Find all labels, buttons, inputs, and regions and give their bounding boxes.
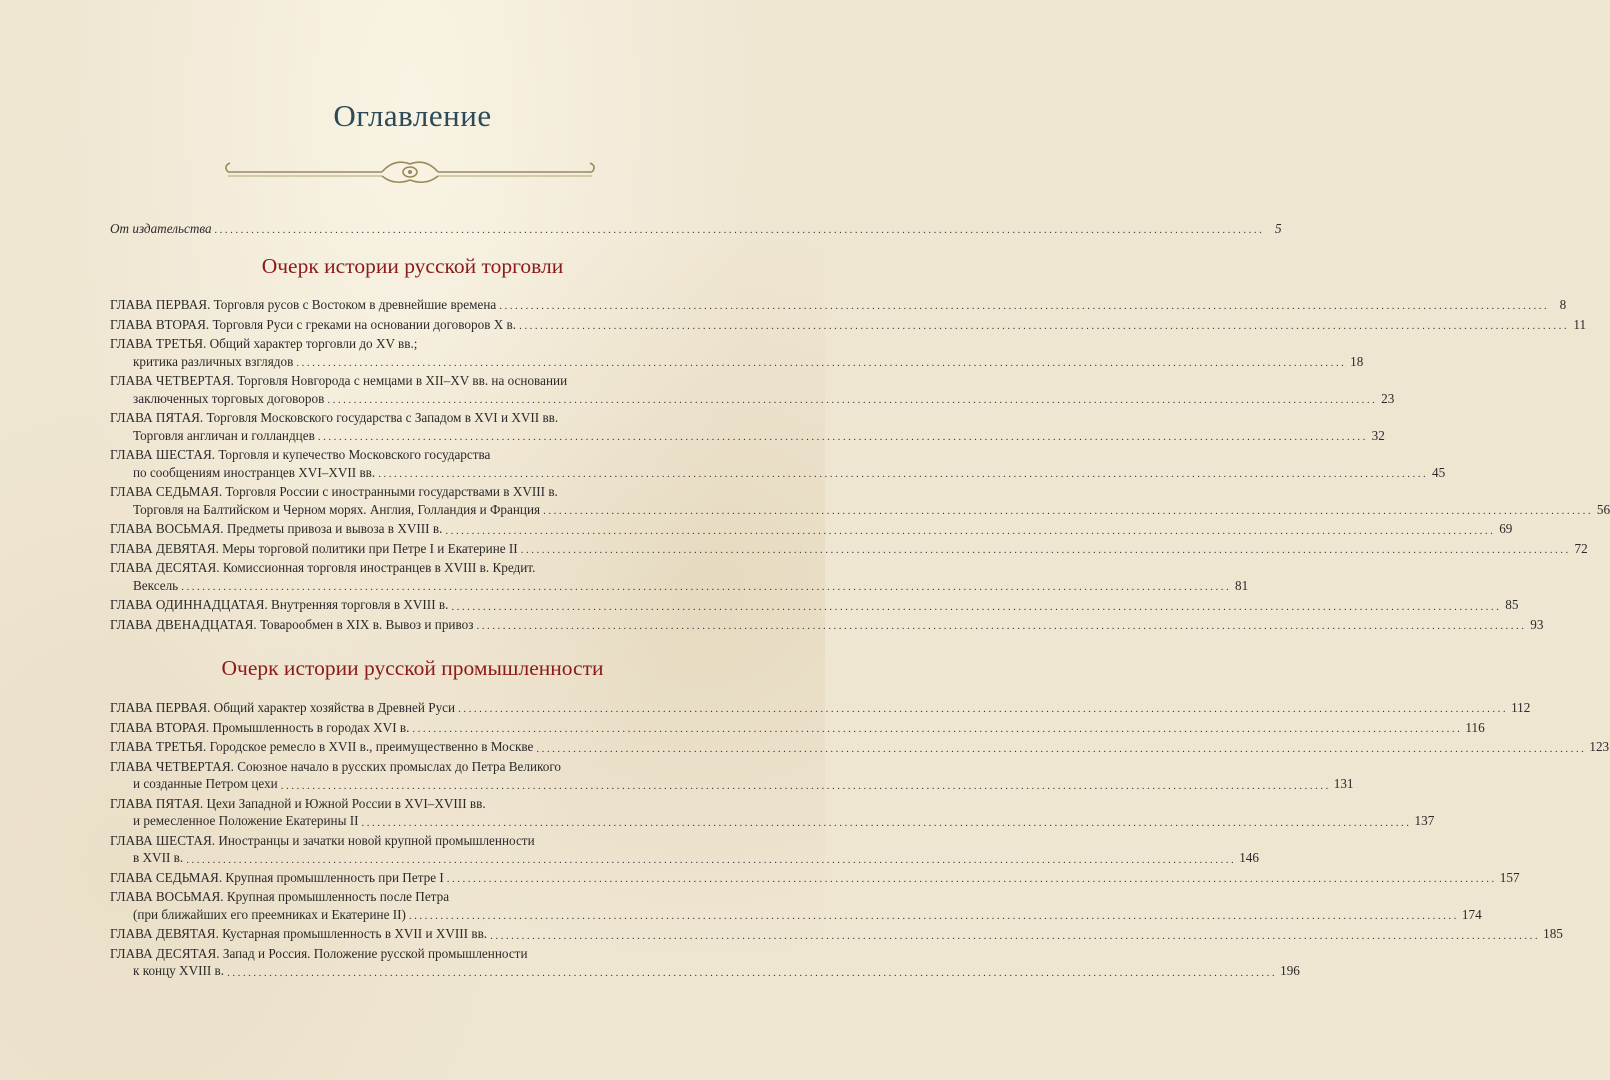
page-number: 157 — [1499, 869, 1520, 885]
dot-leader: ........................................................................................................................................................................................................ — [186, 853, 1237, 866]
toc-entry[interactable] — [110, 335, 1364, 370]
entry-title-continued: к концу XVIII в. — [133, 963, 225, 979]
entry-title-continued: критика различных взглядов — [133, 353, 294, 369]
dot-leader: ........................................................................................................................................................................................................ — [214, 224, 1265, 237]
dot-leader: ........................................................................................................................................................................................................ — [446, 873, 1497, 886]
page-number: 32 — [1371, 427, 1385, 443]
toc-entry[interactable] — [110, 945, 1300, 980]
page-number: 131 — [1333, 776, 1354, 792]
entry-title-continued: заключенных торговых договоров — [133, 390, 325, 406]
entry-title-continued: Вексель — [133, 577, 179, 593]
page-number: 112 — [1511, 700, 1531, 715]
toc-entry[interactable] — [110, 559, 1249, 594]
page-number: 146 — [1239, 850, 1259, 866]
ornament-divider-icon — [222, 152, 598, 186]
entry-title: ГЛАВА ШЕСТАЯ. Иностранцы и зачатки новой крупной промышленности — [110, 832, 535, 848]
entry-title-continued: Торговля англичан и голландцев — [133, 427, 315, 443]
entry-title-continued: и ремесленное Положение Екатерины II — [133, 813, 359, 829]
toc-entry[interactable] — [110, 925, 1563, 942]
toc-entry[interactable] — [110, 483, 1610, 518]
entry-title-continued: по сообщениям иностранцев XVI–XVII вв. — [133, 464, 376, 480]
entry-title: ГЛАВА ОДИННАДЦАТАЯ. Внутренняя торговля в XVIII в. — [110, 597, 449, 613]
toc-entry[interactable] — [110, 795, 1435, 830]
toc-entry[interactable] — [110, 409, 1385, 444]
dot-leader: ........................................................................................................................................................................................................ — [476, 620, 1527, 633]
page-number: 93 — [1530, 616, 1544, 632]
page-number: 116 — [1465, 719, 1485, 735]
toc-entry[interactable] — [110, 372, 1395, 407]
entry-title: ГЛАВА СЕДЬМАЯ. Торговля России с иностранными государствами в XVIII в. — [110, 484, 558, 500]
dot-leader: ........................................................................................................................................................................................................ — [317, 431, 1368, 443]
dot-leader: ........................................................................................................................................................................................................ — [280, 779, 1331, 792]
page-number: 85 — [1505, 597, 1519, 613]
section-trade-list — [110, 296, 1610, 636]
entry-title: ГЛАВА ВОСЬМАЯ. Крупная промышленность после Петра — [110, 889, 450, 905]
intro-entry — [110, 220, 1282, 237]
dot-leader: ........................................................................................................................................................................................................ — [361, 816, 1412, 829]
page-number: 45 — [1432, 464, 1446, 480]
page-number: 11 — [1573, 316, 1587, 332]
entry-title: ГЛАВА ШЕСТАЯ. Торговля и купечество Московского государства — [110, 447, 491, 463]
section-heading-trade: Очерк истории русской торговли — [261, 254, 564, 278]
section-industry-list — [110, 699, 1610, 982]
dot-leader: ........................................................................................................................................................................................................ — [536, 742, 1587, 755]
entry-title: ГЛАВА ПЕРВАЯ. Торговля русов с Востоком в древнейшие времена — [110, 297, 497, 312]
page-number: 174 — [1461, 906, 1482, 922]
dot-leader: ........................................................................................................................................................................................................ — [378, 468, 1429, 480]
entry-title: ГЛАВА ПЯТАЯ. Торговля Московского государства с Западом в XVI и XVII вв. — [110, 410, 559, 426]
dot-leader: ........................................................................................................................................................................................................ — [296, 357, 1347, 369]
entry-title: ГЛАВА ЧЕТВЕРТАЯ. Торговля Новгорода с немцами в XII–XV вв. на основании — [110, 373, 568, 389]
entry-title: ГЛАВА СЕДЬМАЯ. Крупная промышленность при Петре I — [110, 869, 444, 885]
toc-entry[interactable] — [110, 520, 1513, 537]
page-number: 72 — [1574, 540, 1588, 556]
page-number: 196 — [1280, 963, 1300, 979]
section-heading-industry: Очерк истории русской промышленности — [221, 656, 604, 680]
toc-entry[interactable] — [110, 869, 1520, 886]
toc-entry[interactable] — [110, 596, 1519, 613]
intro-label: От издательства — [110, 221, 212, 236]
entry-title: ГЛАВА ТРЕТЬЯ. Общий характер торговли до XV вв.; — [110, 336, 418, 352]
entry-title-continued: (при ближайших его преемниках и Екатерине II) — [133, 906, 406, 922]
toc-entry[interactable] — [110, 758, 1354, 793]
dot-leader: ........................................................................................................................................................................................................ — [499, 300, 1550, 313]
page-number: 185 — [1543, 926, 1563, 942]
page-number: 56 — [1596, 501, 1610, 517]
toc-entry[interactable] — [110, 316, 1587, 333]
dot-leader: ........................................................................................................................................................................................................ — [408, 910, 1459, 923]
dot-leader: ........................................................................................................................................................................................................ — [227, 966, 1278, 979]
toc-entry[interactable] — [110, 446, 1446, 481]
dot-leader: ........................................................................................................................................................................................................ — [412, 723, 1463, 735]
dot-leader: ........................................................................................................................................................................................................ — [445, 524, 1496, 537]
toc-entry[interactable] — [110, 738, 1610, 755]
entry-title-continued: Торговля на Балтийском и Черном морях. Англия, Голландия и Франция — [133, 501, 541, 517]
entry-title: ГЛАВА ПЯТАЯ. Цехи Западной и Южной России в XVI–XVIII вв. — [110, 795, 486, 811]
dot-leader: ........................................................................................................................................................................................................ — [520, 544, 1571, 557]
page-number: 123 — [1589, 739, 1610, 755]
entry-title: ГЛАВА ДЕВЯТАЯ. Меры торговой политики при Петре I и Екатерине II — [110, 540, 518, 556]
page-number: 23 — [1381, 390, 1395, 406]
entry-title: ГЛАВА ТРЕТЬЯ. Городское ремесло в XVII в., преимущественно в Москве — [110, 739, 534, 755]
entry-title-continued: в XVII в. — [133, 850, 184, 866]
page-number: 8 — [1559, 297, 1567, 312]
dot-leader: ........................................................................................................................................................................................................ — [451, 600, 1502, 613]
dot-leader: ........................................................................................................................................................................................................ — [490, 929, 1541, 942]
page-number: 69 — [1499, 521, 1513, 537]
toc-entry[interactable] — [110, 540, 1588, 557]
entry-title: ГЛАВА ВТОРАЯ. Промышленность в городах XVI в. — [110, 719, 410, 735]
entry-title-continued: и созданные Петром цехи — [133, 776, 278, 792]
entry-title: ГЛАВА ДВЕНАДЦАТАЯ. Товарообмен в XIX в. Вывоз и привоз — [110, 616, 474, 632]
page-title: Оглавление — [333, 98, 492, 133]
entry-title: ГЛАВА ПЕРВАЯ. Общий характер хозяйства в Древней Руси — [110, 700, 456, 715]
dot-leader: ........................................................................................................................................................................................................ — [543, 505, 1594, 517]
page-number: 137 — [1414, 813, 1435, 829]
toc-entry[interactable] — [110, 699, 1531, 716]
page-number: 18 — [1350, 353, 1364, 369]
page-number: 81 — [1235, 577, 1249, 593]
toc-entry[interactable] — [110, 616, 1544, 633]
entry-title: ГЛАВА ДЕВЯТАЯ. Кустарная промышленность в XVII и XVIII вв. — [110, 926, 488, 942]
entry-title: ГЛАВА ДЕСЯТАЯ. Запад и Россия. Положение русской промышленности — [110, 945, 528, 961]
entry-title: ГЛАВА ЧЕТВЕРТАЯ. Союзное начало в русских промыслах до Петра Великого — [110, 758, 562, 774]
entry-title: ГЛАВА ВОСЬМАЯ. Предметы привоза и вывоза в XVIII в. — [110, 521, 443, 537]
toc-entry[interactable] — [110, 888, 1482, 923]
dot-leader: ........................................................................................................................................................................................................ — [519, 320, 1570, 332]
toc-entry[interactable] — [110, 296, 1567, 313]
dot-leader: ........................................................................................................................................................................................................ — [181, 581, 1232, 594]
dot-leader: ........................................................................................................................................................................................................ — [458, 703, 1509, 716]
toc-entry[interactable] — [110, 832, 1259, 867]
entry-title: ГЛАВА ДЕСЯТАЯ. Комиссионная торговля иностранцев в XVIII в. Кредит. — [110, 560, 536, 576]
page-number: 5 — [1274, 221, 1282, 236]
dot-leader: ........................................................................................................................................................................................................ — [327, 394, 1378, 406]
toc-entry[interactable] — [110, 719, 1485, 736]
entry-title: ГЛАВА ВТОРАЯ. Торговля Руси с греками на основании договоров X в. — [110, 316, 517, 332]
